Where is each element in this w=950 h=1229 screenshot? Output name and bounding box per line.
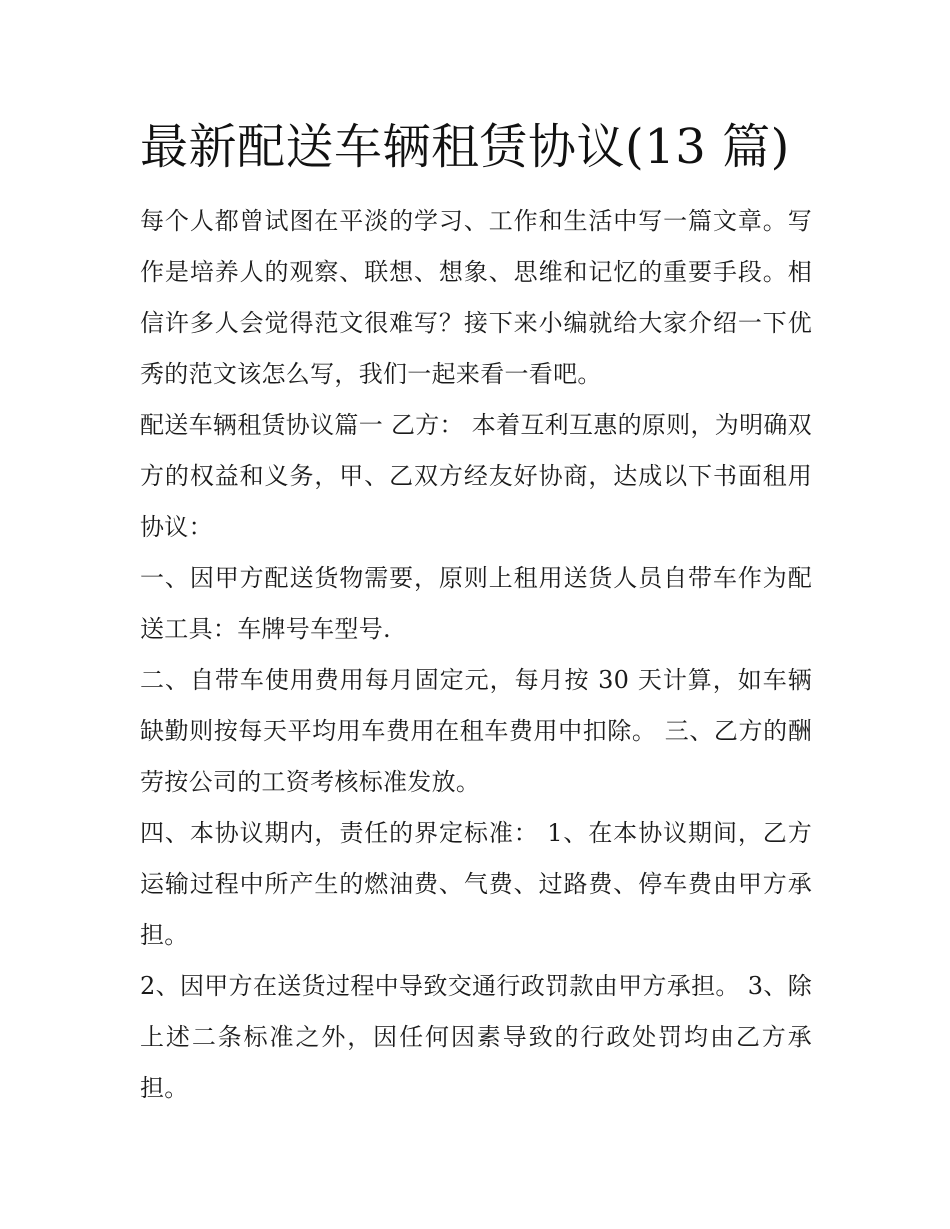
clause-one-paragraph: 一、因甲方配送货物需要，原则上租用送货人员自带车作为配送工具：车牌号车型号. [140, 564, 812, 643]
clause-four-paragraph: 四、本协议期内，责任的界定标准： 1、在本协议期间，乙方运输过程中所产生的燃油费、气费、过路费、停车费由甲方承担。 [140, 819, 812, 949]
document-body [140, 112, 812, 1114]
clause-two-three-paragraph: 二、自带车使用费用每月固定元，每月按 30 天计算，如车辆缺勤则按每天平均用车费用在租车费用中扣除。 三、乙方的酬劳按公司的工资考核标准发放。 [140, 666, 812, 796]
clause-four-sub-paragraph: 2、因甲方在送货过程中导致交通行政罚款由甲方承担。 3、除上述二条标准之外，因任何因素导致的行政处罚均由乙方承担。 [140, 972, 812, 1102]
agreement-preamble-paragraph: 配送车辆租赁协议篇一 乙方： 本着互利互惠的原则，为明确双方的权益和义务，甲、乙双方经友好协商，达成以下书面租用协议： [140, 411, 812, 541]
document-title: 最新配送车辆租赁协议(13 篇) [140, 119, 790, 175]
intro-paragraph: 每个人都曾试图在平淡的学习、工作和生活中写一篇文章。写作是培养人的观察、联想、想象、思维和记忆的重要手段。相信许多人会觉得范文很难写？接下来小编就给大家介绍一下优秀的范文该怎么写，我们一起来看一看吧。 [140, 207, 812, 388]
